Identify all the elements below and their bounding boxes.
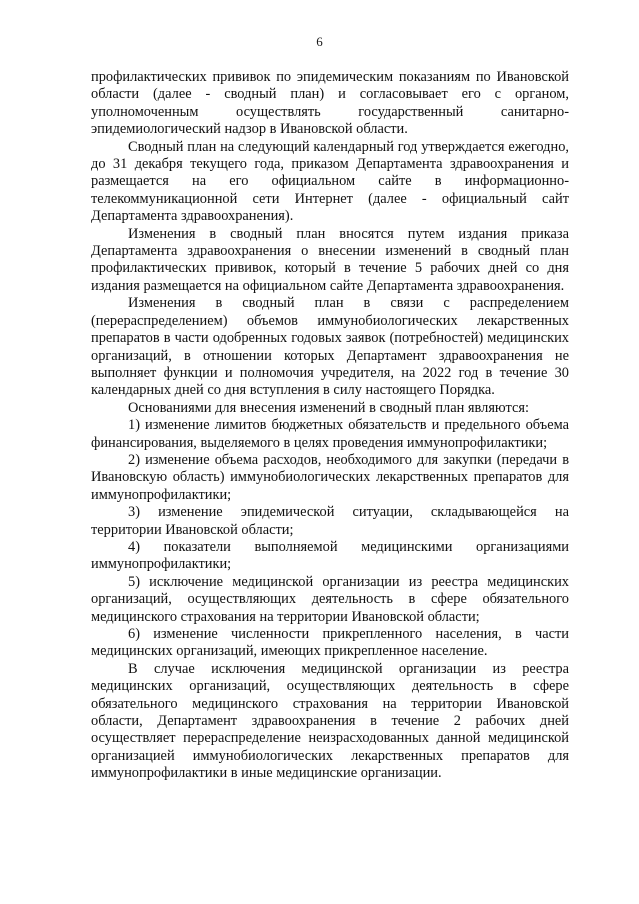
list-item-5: 5) исключение медицинской организации из реестра медицинских организаций, осуществляющих деятельность в сфере обязательного медицинского страхования на территории Ивановской области; (91, 573, 569, 625)
paragraph-continuation: профилактических прививок по эпидемическим показаниям по Ивановской области (далее - сводный план) и согласовывает его с органом, уполномоченным осуществлять государственный санитарно-эпидемиологический надзор в Ивановской области. (91, 69, 569, 138)
list-item-6: 6) изменение численности прикрепленного населения, в части медицинских организаций, имеющих прикрепленное население. (91, 626, 569, 660)
list-item-1: 1) изменение лимитов бюджетных обязательств и предельного объема финансирования, выделяемого в целях проведения иммунопрофилактики; (91, 417, 569, 451)
paragraph-grounds-intro: Основаниями для внесения изменений в сводный план являются: (128, 399, 529, 416)
page-number: 6 (316, 34, 323, 49)
paragraph-exclusion-case: В случае исключения медицинской организации из реестра медицинских организаций, осуществляющих деятельность в сфере обязательного медицинского страхования на территории Ивановской области, Департамент здравоохранения в течение 2 рабочих дней осуществляет перераспределение неизрасходованных данной медицинской организацией иммунобиологических лекарственных препаратов для иммунопрофилактики в иные медицинские организации. (91, 660, 569, 782)
document-body (91, 69, 569, 783)
list-item-4: 4) показатели выполняемой медицинскими организациями иммунопрофилактики; (91, 538, 569, 573)
paragraph-redistribution: Изменения в сводный план в связи с распределением (перераспределением) объемов иммунобиологических лекарственных препаратов в части одобренных годовых заявок (потребностей) медицинских организаций, в отношении которых Департамент здравоохранения не выполняет функции и полномочия учредителя, на 2022 год в течение 30 календарных дней со дня вступления в силу настоящего Порядка. (91, 295, 569, 399)
paragraph-plan-changes: Изменения в сводный план вносятся путем издания приказа Департамента здравоохранения о внесении изменений в сводный план профилактических прививок, который в течение 5 рабочих дней со дня издания размещается на официальном сайте Департамента здравоохранения. (91, 225, 569, 294)
paragraph-plan-approval: Сводный план на следующий календарный год утверждается ежегодно, до 31 декабря текущего года, приказом Департамента здравоохранения и размещается на его официальном сайте в информационно-телекоммуникационной сети Интернет (далее - официальный сайт Департамента здравоохранения). (91, 138, 569, 225)
list-item-3: 3) изменение эпидемической ситуации, складывающейся на территории Ивановской области; (91, 504, 569, 538)
list-item-2: 2) изменение объема расходов, необходимого для закупки (передачи в Ивановскую область) иммунобиологических лекарственных препаратов для иммунопрофилактики; (91, 451, 569, 503)
